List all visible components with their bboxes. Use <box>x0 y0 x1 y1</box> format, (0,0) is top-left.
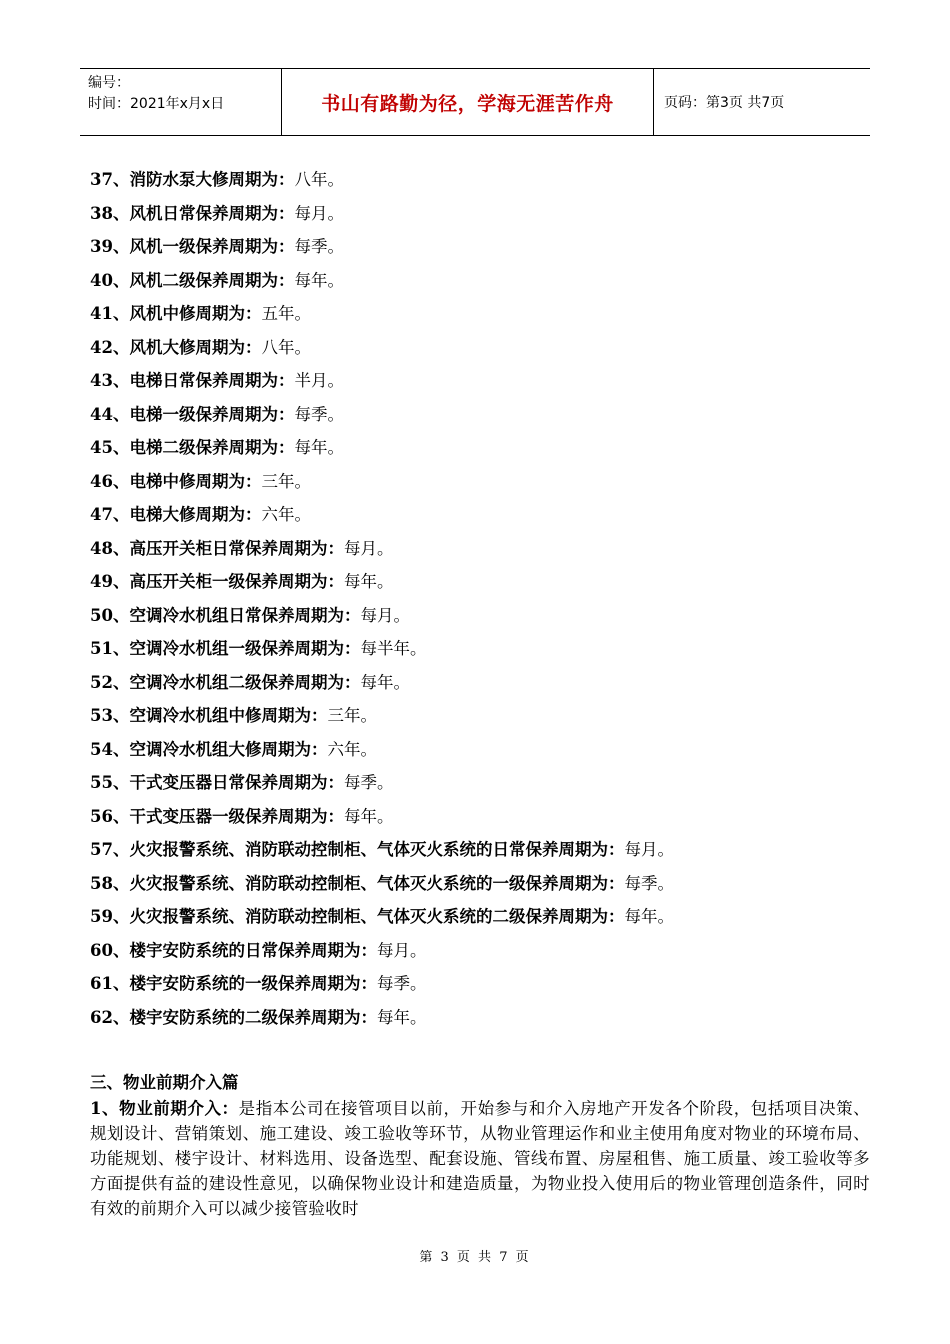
list-item <box>90 970 870 1004</box>
item-answer: 每月。 <box>294 203 344 223</box>
list-item <box>90 736 870 770</box>
item-question: 47、电梯大修周期为： <box>90 505 262 524</box>
page-header <box>80 68 870 136</box>
pre-intervention-section <box>90 1070 870 1221</box>
item-question: 37、消防水泵大修周期为： <box>90 170 295 189</box>
item-answer: 六年。 <box>261 505 311 524</box>
item-answer: 每季。 <box>294 404 344 424</box>
item-question: 52、空调冷水机组二级保养周期为： <box>90 672 361 692</box>
item-answer: 每年。 <box>343 572 394 591</box>
item-answer: 每年。 <box>294 270 344 290</box>
list-item <box>90 334 870 368</box>
list-item <box>90 903 870 937</box>
list-item <box>90 769 870 803</box>
header-motto: 书山有路勤为径，学海无涯苦作舟 <box>282 69 654 135</box>
item-question: 39、风机一级保养周期为： <box>90 237 295 256</box>
list-item <box>90 870 870 904</box>
item-answer: 每年。 <box>360 672 410 692</box>
item-answer: 每月。 <box>343 538 394 558</box>
term-label: 1、物业前期介入： <box>90 1099 239 1118</box>
list-item <box>90 367 870 401</box>
list-item <box>90 635 870 669</box>
section-paragraph <box>90 1096 870 1221</box>
list-item <box>90 836 870 870</box>
item-question: 48、高压开关柜日常保养周期为： <box>90 538 344 558</box>
item-answer: 六年。 <box>327 739 377 759</box>
header-page-number: 页码：第3页 共7页 <box>664 95 785 111</box>
item-question: 45、电梯二级保养周期为： <box>90 438 295 457</box>
list-item <box>90 568 870 602</box>
item-answer: 每年。 <box>624 907 674 926</box>
item-answer: 三年。 <box>327 706 377 725</box>
item-question: 60、楼宇安防系统的日常保养周期为： <box>90 940 377 960</box>
list-item <box>90 468 870 502</box>
list-item <box>90 200 870 234</box>
item-question: 57、火灾报警系统、消防联动控制柜、气体灭火系统的日常保养周期为： <box>90 840 625 859</box>
section-title: 三、物业前期介入篇 <box>90 1073 239 1092</box>
page-footer: 第 3 页 共 7 页 <box>419 1250 531 1265</box>
list-item <box>90 602 870 636</box>
list-item <box>90 267 870 301</box>
item-question: 55、干式变压器日常保养周期为： <box>90 773 344 792</box>
item-question: 58、火灾报警系统、消防联动控制柜、气体灭火系统的一级保养周期为： <box>90 873 625 893</box>
header-meta <box>80 69 282 135</box>
item-question: 54、空调冷水机组大修周期为： <box>90 739 328 759</box>
list-item <box>90 1004 870 1038</box>
maintenance-cycle-list <box>90 166 870 1037</box>
item-answer: 五年。 <box>261 304 311 323</box>
item-answer: 每季。 <box>376 974 427 993</box>
item-question: 38、风机日常保养周期为： <box>90 203 295 223</box>
list-item <box>90 702 870 736</box>
item-answer: 每季。 <box>294 237 344 256</box>
item-question: 62、楼宇安防系统的二级保养周期为： <box>90 1007 377 1027</box>
document-number-label: 编号： <box>88 75 130 91</box>
item-question: 42、风机大修周期为： <box>90 337 262 357</box>
item-answer: 每月。 <box>360 605 410 625</box>
list-item <box>90 233 870 267</box>
item-question: 53、空调冷水机组中修周期为： <box>90 706 328 725</box>
item-answer: 每季。 <box>343 773 394 792</box>
item-answer: 每季。 <box>624 873 674 893</box>
item-question: 43、电梯日常保养周期为： <box>90 371 295 390</box>
item-answer: 半月。 <box>294 371 344 390</box>
list-item <box>90 401 870 435</box>
document-date: 时间：2021年x月x日 <box>88 96 225 112</box>
item-question: 46、电梯中修周期为： <box>90 471 262 491</box>
term-definition: 是指本公司在接管项目以前，开始参与和介入房地产开发各个阶段，包括项目决策、规划设计、营销策划、施工建设、竣工验收等环节，从物业管理运作和业主使用角度对物业的环境布局、功能规划、楼宇设计、材料选用、设备选型、配套设施、管线布置、房屋租售、施工质量、竣工验收等多方面提供有益的建设性意见，以确保物业设计和建造质量，为物业投入使用后的物业管理创造条件，同时有效的前期介入可以减少接管验收时 <box>90 1099 870 1218</box>
item-question: 50、空调冷水机组日常保养周期为： <box>90 605 361 625</box>
list-item <box>90 669 870 703</box>
item-answer: 每年。 <box>343 806 394 826</box>
item-answer: 每月。 <box>376 940 427 960</box>
item-answer: 八年。 <box>294 170 344 189</box>
item-question: 41、风机中修周期为： <box>90 304 262 323</box>
item-answer: 八年。 <box>261 337 311 357</box>
item-question: 49、高压开关柜一级保养周期为： <box>90 572 344 591</box>
item-question: 51、空调冷水机组一级保养周期为： <box>90 639 361 658</box>
list-item <box>90 803 870 837</box>
item-answer: 三年。 <box>261 471 311 491</box>
item-answer: 每半年。 <box>360 639 427 658</box>
item-question: 40、风机二级保养周期为： <box>90 270 295 290</box>
list-item <box>90 166 870 200</box>
item-question: 44、电梯一级保养周期为： <box>90 404 295 424</box>
list-item <box>90 434 870 468</box>
item-question: 61、楼宇安防系统的一级保养周期为： <box>90 974 377 993</box>
item-question: 56、干式变压器一级保养周期为： <box>90 806 344 826</box>
list-item <box>90 501 870 535</box>
item-answer: 每月。 <box>624 840 674 859</box>
item-question: 59、火灾报警系统、消防联动控制柜、气体灭火系统的二级保养周期为： <box>90 907 625 926</box>
item-answer: 每年。 <box>376 1007 427 1027</box>
item-answer: 每年。 <box>294 438 344 457</box>
list-item <box>90 300 870 334</box>
list-item <box>90 535 870 569</box>
list-item <box>90 937 870 971</box>
